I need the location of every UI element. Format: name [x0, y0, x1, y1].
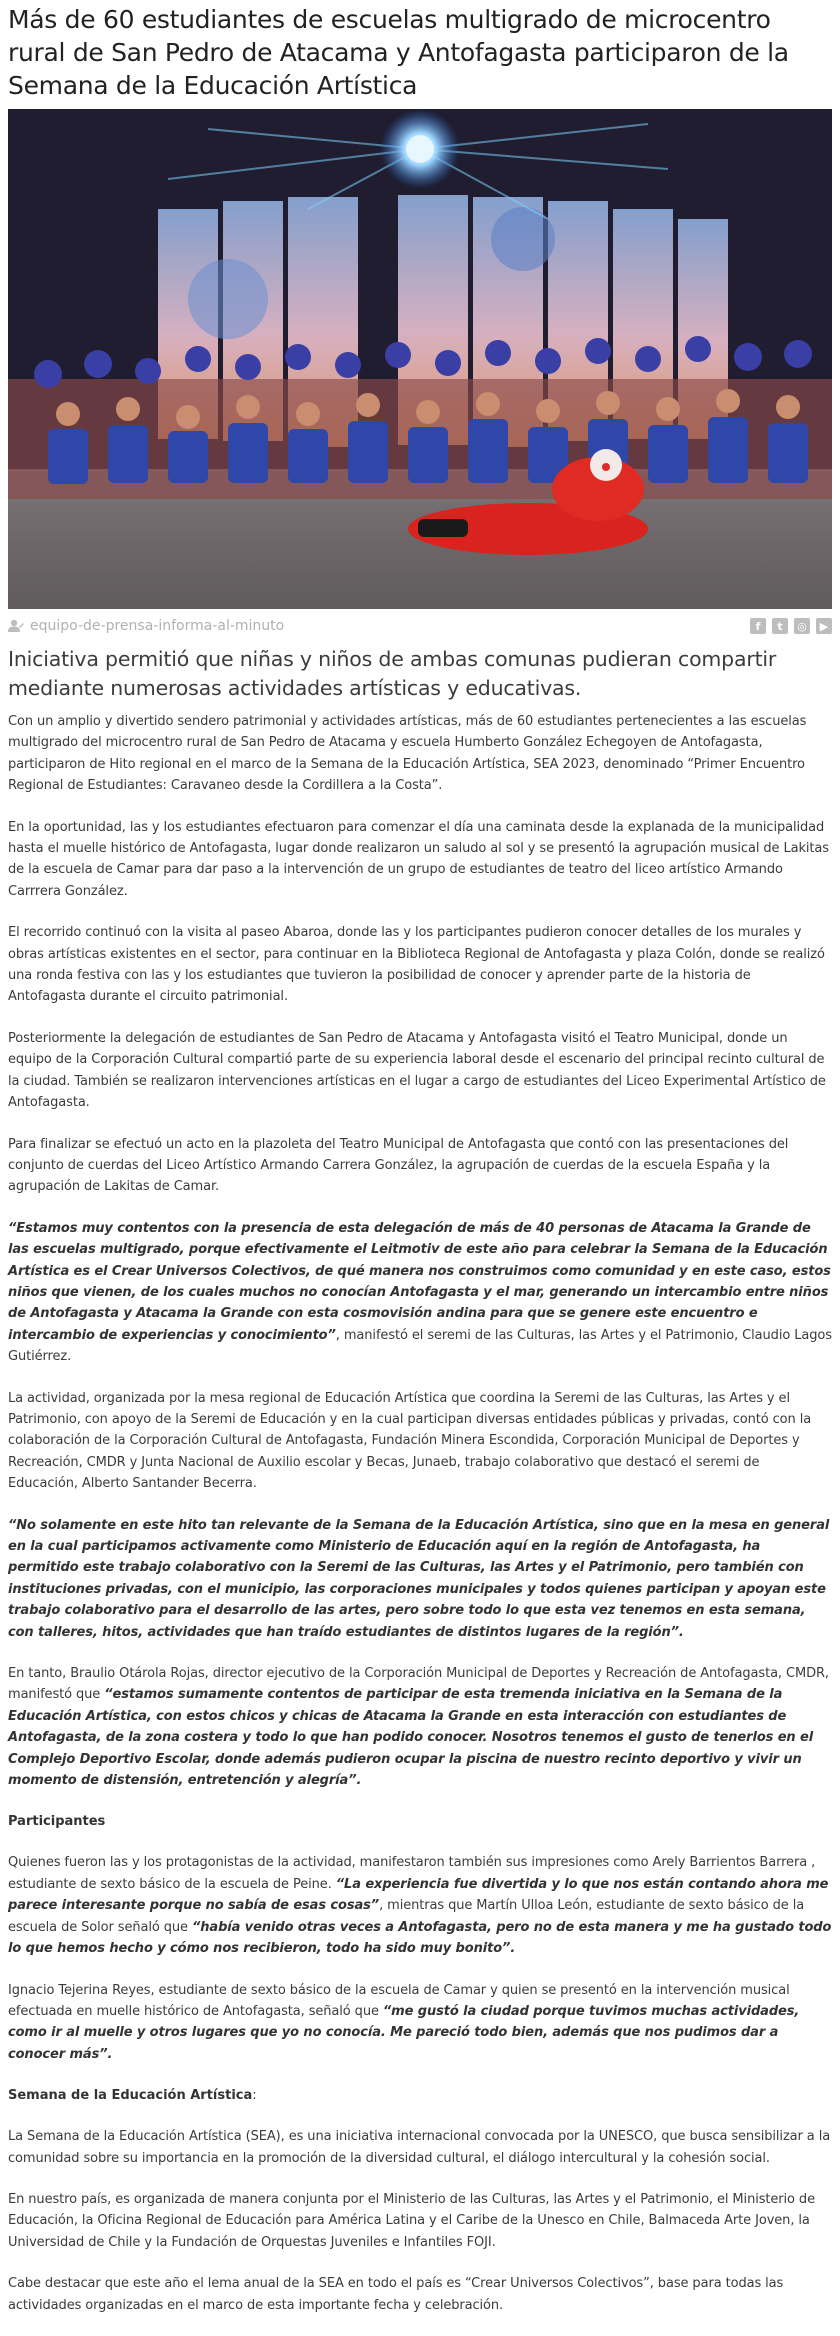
heading-semana-text: Semana de la Educación Artística — [8, 2088, 253, 2104]
paragraph-9-intro: Ignacio Tejerina Reyes, estudiante de sexto básico de la escuela de Camar y quien se presentó en la intervención musical efectuada en muelle histórico de Antofagasta, señaló que — [8, 1982, 790, 2019]
twitter-icon[interactable]: t — [772, 618, 788, 634]
paragraph-5: Para finalizar se efectuó un acto en la plazoleta del Teatro Municipal de Antofagasta que contó con las presentaciones del conjunto de cuerdas del Liceo Artístico Armando Carrera González, la agrupación de cuerdas de la escuela España y la agrupación de Lakitas de Camar. — [8, 1136, 789, 1195]
instagram-icon[interactable]: ◎ — [794, 618, 810, 634]
paragraph-4: Posteriormente la delegación de estudiantes de San Pedro de Atacama y Antofagasta visitó el Teatro Municipal, donde un equipo de la Corporación Cultural compartió parte de su experiencia laboral desde el escenario del principal recinto cultural de la ciudad. También se realizaron intervenciones artísticas en el lugar a cargo de estudiantes del Liceo Experimental Artístico de Antofagasta. — [8, 1030, 826, 1111]
paragraph-6: La actividad, organizada por la mesa regional de Educación Artística que coordina la Seremi de las Culturas, las Artes y el Patrimonio, con apoyo de la Seremi de Educación y en la cual participan diversas entidades públicas y privadas, contó con la colaboración de la Corporación Cultural de Antofagasta, Fundación Minera Escondida, Corporación Municipal de Deportes y Recreación, CMDR y Junta Nacional de Auxilio escolar y Becas, Junaeb, trabajo colaborativo que destacó el seremi de Educación, Alberto Santander Becerra. — [8, 1390, 812, 1492]
social-links — [750, 618, 832, 634]
paragraph-12: Cabe destacar que este año el lema anual de la SEA en todo el país es “Crear Universos Colectivos”, base para todas las actividades organizadas en el marco de esta importante fecha y celebración. — [8, 2276, 784, 2313]
hero-photo-illustration — [8, 109, 832, 609]
quote-seremi-culturas: “Estamos muy contentos con la presencia de esta delegación de más de 40 personas de Atacama la Grande de las escuelas multigrado, porque efectivamente el Leitmotiv de este año para celebrar la Semana de la Educación Artística es el Crear Universos Colectivos, de qué manera nos construimos como comunidad y en este caso, estos niños que vienen, de los cuales muchos no conocían Antofagasta y el mar, generando un intercambio entre niños de Antofagasta y Atacama la Grande con esta cosmovisión andina para que se genere este encuentro e intercambio de experiencias y conocimiento” — [8, 1220, 831, 1343]
article-meta-bar — [8, 611, 832, 641]
article-hero-image[interactable] — [8, 109, 832, 609]
user-edit-icon — [8, 619, 24, 633]
heading-participantes: Participantes — [8, 1814, 106, 1830]
quote-cmdr: “estamos sumamente contentos de participar de esta tremenda iniciativa en la Semana de la Educación Artística, con estos chicos y chicas de Atacama la Grande en esta interacción con estudiantes de Antofagasta, de la zona costera y todo lo que han podido conocer. Nosotros tenemos el gusto de tenerlos en el Complejo Deportivo Escolar, donde además pudieron ocupar la piscina de nuestro recinto deportivo y vivir un momento de distensión, entretención y alegría”. — [8, 1687, 814, 1789]
paragraph-7 — [8, 1663, 832, 1791]
quote-ignacio: “me gustó la ciudad porque tuvimos muchas actividades, como ir al muelle y otros lugares que yo no conocía. Me pareció todo bien, además que nos pudimos dar a conocer más”. — [8, 2003, 800, 2062]
paragraph-11: En nuestro país, es organizada de manera conjunta por el Ministerio de las Culturas, las Artes y el Patrimonio, el Ministerio de Educación, la Oficina Regional de Educación para América Latina y el Caribe de la Unesco en Chile, Balmaceda Arte Joven, la Universidad de Chile y la Fundación de Orquestas Juveniles e Infantiles FOJI. — [8, 2191, 815, 2250]
heading-semana-colon: : — [252, 2088, 257, 2104]
author-byline[interactable] — [8, 618, 284, 634]
quote-martin: “había venido otras veces a Antofagasta, pero no de esta manera y me ha gustado todo lo que hemos hecho y cómo nos recibieron, todo ha sido muy bonito”. — [8, 1919, 832, 1957]
author-name: equipo-de-prensa-informa-al-minuto — [30, 618, 285, 634]
paragraph-2: En la oportunidad, las y los estudiantes efectuaron para comenzar el día una caminata desde la explanada de la municipalidad hasta el muelle histórico de Antofagasta, lugar donde realizaron un saludo al sol y se presentó la agrupación musical de Lakitas de la escuela de Camar para dar paso a la intervención de un grupo de estudiantes de teatro del liceo artístico Armando Carrrera González. — [8, 819, 829, 899]
youtube-icon[interactable]: ▶ — [816, 618, 832, 634]
paragraph-8 — [8, 1852, 832, 1959]
quote-arely: “La experiencia fue divertida y lo que nos están contando ahora me parece interesante porque no sabía de esas cosas” — [8, 1876, 829, 1914]
facebook-icon[interactable]: f — [750, 618, 766, 634]
quote-attribution: , manifestó el seremi de las Culturas, las Artes y el Patrimonio, Claudio Lagos Gutiérrez. — [8, 1327, 832, 1365]
paragraph-1: Con un amplio y divertido sendero patrimonial y actividades artísticas, más de 60 estudiantes pertenecientes a las escuelas multigrado del microcentro rural de San Pedro de Atacama y escuela Humberto González Echegoyen de Antofagasta, participaron de Hito regional en el marco de la Semana de la Educación Artística, SEA 2023, denominado “Primer Encuentro Regional de Estudiantes: Caravaneo desde la Cordillera a la Costa”. — [8, 714, 807, 794]
paragraph-7-intro: En tanto, Braulio Otárola Rojas, director ejecutivo de la Corporación Municipal de Deportes y Recreación de Antofagasta, CMDR, manifestó que — [8, 1666, 829, 1703]
quote-paragraph-1 — [8, 1218, 832, 1368]
paragraph-3: El recorrido continuó con la visita al paseo Abaroa, donde las y los participantes pudieron conocer detalles de los murales y obras artísticas existentes en el sector, para continuar en la Biblioteca Regional de Antofagasta y plaza Colón, donde se realizó una ronda festiva con las y los estudiantes que tuvieron la posibilidad de conocer y aprender parte de la historia de Antofagasta durante el circuito patrimonial. — [8, 925, 825, 1005]
heading-semana — [8, 2085, 832, 2106]
paragraph-8-middle: , mientras que Martín Ulloa León, estudiante de sexto básico de la escuela de Solor señaló que — [8, 1898, 805, 1935]
article-title: Más de 60 estudiantes de escuelas multigrado de microcentro rural de San Pedro de Atacama y Antofagasta participaron de la Semana de la Educación Artística — [8, 5, 789, 100]
paragraph-8-intro: Quienes fueron las y los protagonistas de la actividad, manifestaron también sus impresiones como Arely Barrientos Barrera , estudiante de sexto básico de la escuela de Peine. — [8, 1855, 816, 1892]
paragraph-9 — [8, 1980, 832, 2066]
article-lead: Iniciativa permitió que niñas y niños de ambas comunas pudieran compartir mediante numerosas actividades artísticas y educativas. — [8, 647, 777, 700]
paragraph-10: La Semana de la Educación Artística (SEA), es una iniciativa internacional convocada por la UNESCO, que busca sensibilizar a la comunidad sobre su importancia en la promoción de la diversidad cultural, el diálogo intercultural y la cohesión social. — [8, 2129, 831, 2166]
quote-seremi-educacion: “No solamente en este hito tan relevante de la Semana de la Educación Artística, sino que en la mesa en general en la cual participamos activamente como Ministerio de Educación aquí en la región de Antofagasta, ha permitido este trabajo colaborativo con la Seremi de las Culturas, las Artes y el Patrimonio, pero también con instituciones privadas, con el municipio, las corporaciones municipales y todos quienes participan y apoyan este trabajo colaborativo para el desarrollo de las artes, pero sobre todo lo que esta vez tenemos en esta semana, con talleres, hitos, actividades que han traído estudiantes de distintos lugares de la región”. — [8, 1517, 830, 1640]
